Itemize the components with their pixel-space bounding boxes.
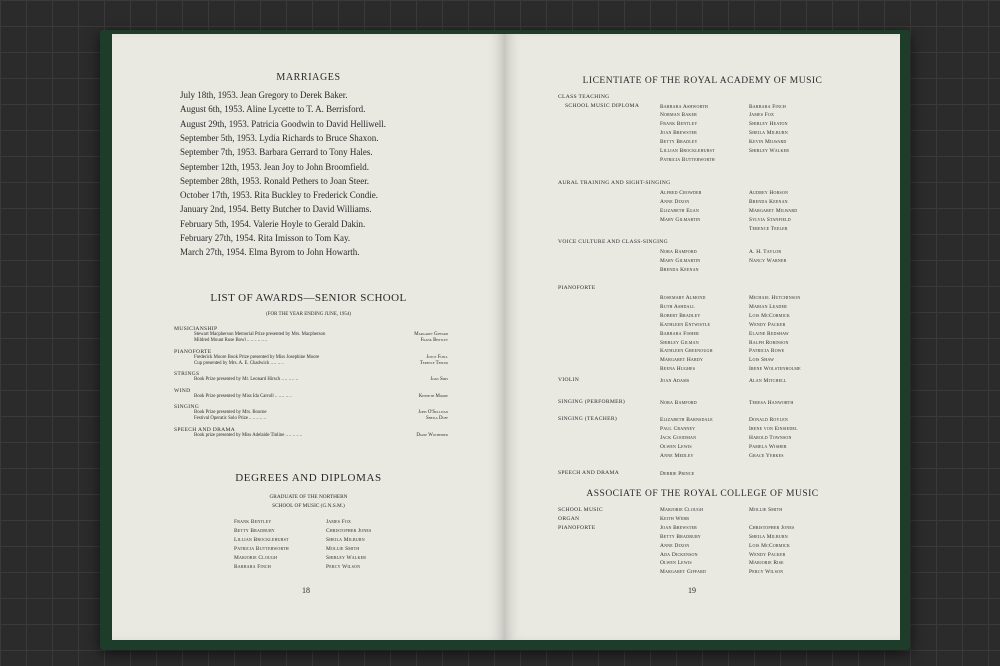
graduate-name: Patricia Butterworth (234, 545, 289, 552)
awards-subtitle: (FOR THE YEAR ENDING JUNE, 1954) (266, 312, 351, 317)
arcm-name: Mollie Smith (749, 507, 783, 513)
graduate-name: Sheila Milburn (326, 536, 365, 543)
graduate-name: Shirley Walker (326, 554, 367, 561)
arcm-name: Margaret Giffard (660, 569, 707, 576)
award-winner: Joyce Fuell (426, 354, 448, 360)
arcm-name: Olwen Lewis (660, 560, 692, 567)
lram-name: Pamela Wisher (749, 443, 787, 450)
award-winner: Diane Wocheider (416, 432, 448, 438)
marriage-entry: October 17th, 1953. Rita Buckley to Frederick Condie. (180, 190, 378, 201)
award-description: Book Prize presented by Mrs. Bourne (194, 410, 267, 416)
marriage-entry: February 5th, 1954. Valerie Hoyle to Gerald Dakin. (180, 218, 366, 229)
lram-category: AURAL TRAINING AND SIGHT-SINGING (558, 180, 671, 186)
lram-category: PIANOFORTE (558, 285, 596, 291)
arcm-name: Ada Dickenson (660, 551, 698, 558)
arcm-name (749, 515, 794, 524)
lram-names-column-1 (660, 103, 715, 165)
award-winner: Joan Sims (430, 377, 448, 383)
marriage-entry: January 2nd, 1954. Betty Butcher to David Williams. (180, 204, 372, 215)
marriage-entry: September 28th, 1953. Ronald Pethers to Joan Steer. (180, 175, 369, 186)
lram-names-column-2 (749, 294, 801, 374)
lram-subcategory: SCHOOL MUSIC DIPLOMA (565, 102, 640, 109)
graduate-name: James Fox (326, 519, 352, 525)
arcm-category: ORGAN (558, 515, 580, 522)
lram-name: Lillian Brocklehurst (660, 148, 715, 155)
arcm-column-2 (749, 506, 794, 577)
lram-name: Nancy Warner (749, 257, 787, 264)
graduate-name: Lillian Brocklehurst (234, 536, 289, 543)
lram-name: Rosemary Almond (660, 295, 706, 301)
marriage-entry: September 7th, 1953. Barbara Gerrard to Tony Hales. (180, 147, 373, 158)
lram-name: Patricia Butterworth (660, 156, 715, 163)
award-category: PIANOFORTE (174, 348, 212, 355)
lram-name: Margaret Milward (749, 207, 798, 214)
lram-name: A. H. Taylor (749, 249, 782, 255)
lram-name: Frank Bentley (660, 121, 698, 128)
lram-name: Elaine Redshaw (749, 330, 789, 337)
lram-name: Reena Hughes (660, 366, 696, 373)
graduate-name: Frank Bentley (234, 519, 272, 525)
lram-name: Michael Hutchinson (749, 295, 801, 301)
lram-name: Robert Bradley (660, 312, 701, 319)
graduate-name: Mollie Smith (326, 545, 360, 552)
arcm-name: Betty Bradbury (660, 533, 701, 540)
marriage-entry: August 29th, 1953. Patricia Goodwin to David Helliwell. (180, 118, 386, 129)
lram-name: Brenda Keenan (660, 266, 699, 273)
marriage-entry: July 18th, 1953. Jean Gregory to Derek Baker. (180, 90, 348, 100)
arcm-name: Joan Brewster (660, 524, 697, 531)
marriage-entry: September 5th, 1953. Lydia Richards to Bruce Shaxon. (180, 132, 379, 143)
lram-names-column-2 (749, 103, 789, 156)
page-number-18: 18 (302, 586, 310, 595)
lram-name: Lois McCormick (749, 312, 790, 319)
lram-names-column-2 (749, 377, 787, 386)
award-description: Book Prize presented by Mr. Leonard Hirsch .. .. .. .. .. (194, 377, 299, 383)
lram-name: Marian Leader (749, 303, 788, 310)
award-description: Stewart Macpherson Memorial Prize presented by Mrs. Macpherson (194, 332, 326, 338)
award-description: Cup presented by Mrs. A. E. Chadwick .. .. .. .. (194, 361, 284, 366)
lram-name: Kathleen Greenough (660, 348, 713, 355)
arcm-name: Christopher Jones (749, 524, 795, 531)
lram-names-column-1 (660, 416, 713, 461)
lram-name: Kevin Milward (749, 139, 787, 146)
lram-name: Anne Dixon (660, 198, 690, 205)
lram-name: Jack Goodman (660, 434, 697, 441)
lram-category: VOICE CULTURE AND CLASS-SINGING (558, 239, 668, 245)
lram-title: LICENTIATE OF THE ROYAL ACADEMY OF MUSIC (582, 76, 823, 86)
degrees-title: DEGREES AND DIPLOMAS (235, 472, 382, 484)
lram-name: Debbie Prince (660, 471, 695, 477)
lram-category: VIOLIN (558, 377, 580, 383)
marriage-entry: March 27th, 1954. Elma Byrom to John Howarth. (180, 247, 360, 258)
left-page (112, 34, 505, 640)
arcm-name: Lois McCormick (749, 542, 790, 549)
lram-name: Betty Bradley (660, 139, 698, 146)
lram-names-column-1 (660, 377, 689, 386)
lram-name: Shirley Heaton (749, 121, 788, 128)
lram-name: Ruth Ashdall (660, 303, 695, 310)
lram-name: James Fox (749, 112, 775, 119)
lram-name: Barbara Ashworth (660, 103, 708, 110)
lram-name: Donald Roylen (749, 417, 788, 423)
lram-name: Alan Mitchell (749, 378, 787, 384)
lram-name: Audrey Hobson (749, 190, 789, 196)
award-description: Frederick Moore Book Prize presented by Miss Josephine Moore (194, 354, 320, 360)
lram-name: Olwen Lewis (660, 443, 692, 450)
marriage-entry: August 6th, 1953. Aline Lycette to T. A. Berrisford. (180, 104, 366, 115)
award-winner: Margaret Giffard (414, 332, 448, 338)
lram-name: Wendy Packer (749, 321, 786, 328)
marriages-title: MARRIAGES (276, 72, 341, 83)
graduates-column-1 (234, 518, 289, 571)
arcm-name: Anne Dixon (660, 542, 690, 549)
lram-name: Teresa Hanworth (749, 400, 794, 406)
lram-name: Barbara Finch (749, 103, 786, 110)
lram-names-column-1 (660, 399, 697, 408)
award-category: MUSICIANSHIP (174, 326, 218, 332)
lram-name: Irene von Einsiedel (749, 425, 798, 432)
arcm-title: ASSOCIATE OF THE ROYAL COLLEGE OF MUSIC (586, 489, 819, 499)
lram-names-column-2 (749, 399, 793, 408)
arcm-name: Keith Webb (660, 515, 690, 522)
lram-name: Irene Wolstenholme (749, 366, 801, 373)
lram-names-column-2 (749, 189, 797, 234)
lram-name: Terence Teeler (749, 225, 788, 232)
lram-name: Joan Adams (660, 378, 690, 384)
award-category: SPEECH AND DRAMA (174, 426, 236, 433)
award-winner: Frank Bentley (420, 338, 448, 344)
graduate-name: Christopher Jones (326, 527, 372, 534)
lram-name: Nora Bamford (660, 400, 697, 406)
lram-names-column-1 (660, 248, 700, 275)
award-description: Book prize presented by Miss Adelaide Tinline .. .. .. .. .. (194, 432, 303, 438)
lram-names-column-1 (660, 470, 694, 479)
lram-category: CLASS TEACHING (558, 94, 610, 100)
lram-names-column-2 (749, 248, 787, 266)
award-category: WIND (174, 387, 191, 394)
lram-name: Norman Baker (660, 112, 698, 119)
page-number-19: 19 (688, 586, 696, 595)
lram-category: SPEECH AND DRAMA (558, 470, 620, 476)
arcm-name: Percy Wilson (749, 569, 784, 576)
lram-name: Joan Brewster (660, 130, 697, 137)
marriage-entry: September 12th, 1953. Jean Joy to John Broomfield. (180, 161, 369, 172)
right-page (505, 34, 900, 640)
lram-name: Harold Townson (749, 434, 792, 441)
arcm-category: SCHOOL MUSIC (558, 507, 603, 513)
degrees-subtitle-line1: GRADUATE OF THE NORTHERN (269, 494, 348, 500)
lram-category: SINGING (PERFORMER) (558, 399, 626, 405)
award-description: Mildred Mount Rose Bowl .. .. .. .. .. .. (194, 338, 268, 344)
arcm-name: Sheila Milburn (749, 533, 788, 540)
lram-name: Paul Cranney (660, 425, 696, 432)
degrees-subtitle-line2: SCHOOL OF MUSIC (G.N.S.M.) (272, 503, 345, 509)
graduate-name: Marjorie Clough (234, 554, 278, 561)
graduate-name: Betty Bradbury (234, 527, 275, 534)
award-winner: Terence Teeler (419, 361, 448, 366)
lram-names-column-1 (660, 294, 713, 374)
lram-name: Lois Shaw (749, 357, 775, 364)
arcm-categories (558, 506, 603, 533)
awards-title: LIST OF AWARDS—SENIOR SCHOOL (210, 292, 407, 304)
award-description: Festival Operatic Solo Prize .. .. .. .. .. (194, 416, 266, 422)
arcm-category: PIANOFORTE (558, 524, 596, 531)
arcm-column-1 (660, 506, 706, 577)
lram-name: Sylvia Stanfield (749, 216, 791, 223)
lram-name: Nora Bamford (660, 249, 697, 255)
lram-name: Patricia Rowe (749, 348, 785, 355)
marriage-entry: February 27th, 1954. Rita Imisson to Tom Kay. (180, 233, 351, 243)
lram-name: Mary Gilmartin (660, 257, 701, 264)
graduate-name: Barbara Finch (234, 563, 271, 570)
award-winner: John O'Sullivan (418, 410, 448, 416)
lram-name: Elizabeth Barnsdale (660, 417, 713, 423)
lram-name: Shirley Gilman (660, 339, 699, 346)
lram-names-column-1 (660, 189, 702, 225)
graduates-column-2 (326, 518, 371, 571)
lram-name: Anne Medley (660, 452, 694, 459)
lram-name: Alfred Crowder (660, 190, 702, 196)
lram-name: Elizabeth Egan (660, 207, 699, 214)
lram-name: Brenda Keenan (749, 198, 788, 205)
lram-name: Barbara Fisher (660, 330, 699, 337)
lram-category: SINGING (TEACHER) (558, 416, 618, 422)
lram-name: Grace Yerkes (749, 452, 784, 459)
arcm-name: Wendy Packer (749, 551, 786, 558)
arcm-name: Marjorie Clough (660, 507, 704, 513)
lram-name: Mary Gilmartin (660, 216, 701, 223)
award-winner: Kenneth Moore (418, 393, 448, 399)
lram-names-column-2 (749, 416, 798, 461)
arcm-name: Marjorie Rise (749, 560, 784, 567)
lram-name: Kathleen Entwistle (660, 321, 711, 328)
lram-name: Margaret Hardy (660, 357, 704, 364)
lram-name: Sheila Milburn (749, 130, 788, 137)
award-category: STRINGS (174, 371, 200, 378)
award-winner: Sheila Duff (426, 416, 448, 422)
award-category: SINGING (174, 404, 200, 410)
award-description: Book Prize presented by Miss Ida Carroll .. .. .. .. .. (194, 393, 292, 399)
lram-name: Ralph Robinson (749, 339, 789, 346)
lram-name: Shirley Walker (749, 148, 790, 155)
graduate-name: Percy Wilson (326, 563, 361, 570)
